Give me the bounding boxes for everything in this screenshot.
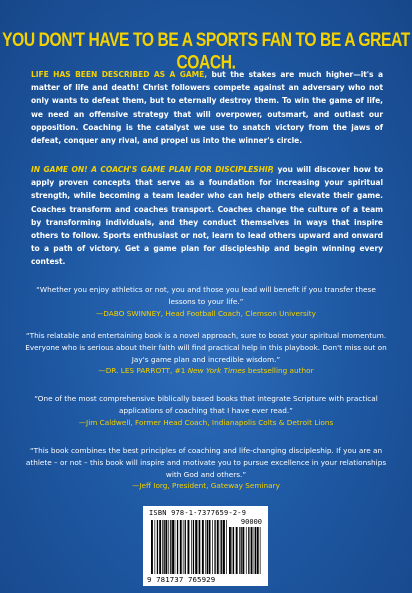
barcode-bar (223, 520, 225, 574)
barcode-bar (255, 527, 256, 574)
barcode-bar (226, 520, 227, 574)
quote-text: “This book combines the best principles of coaching and life-changing discipleship. If you are an athlete – or not – this book will inspire and motivate you to pursue excellence in your relationships with God and others.” (25, 446, 387, 479)
intro-paragraph (31, 68, 383, 147)
headline: YOU DON'T HAVE TO BE A SPORTS FAN TO BE A GREAT COACH. (2, 29, 410, 74)
barcode-bar (175, 520, 176, 574)
barcode-bar (170, 520, 171, 574)
barcode-bar (159, 520, 161, 574)
description-paragraph (31, 163, 383, 269)
quote-text: “This relatable and entertaining book is a novel approach, sure to boost your spiritual momentum. Everyone who is serious about their faith will find practical help in this playbook. Don't miss out on Jay's game plan and incredible wisdom.” (25, 331, 387, 364)
barcode-bar (164, 520, 165, 574)
barcode-bar (193, 520, 194, 574)
quote-attribution: —Jim Caldwell, Former Head Coach, Indianapolis Colts & Detroit Lions (78, 417, 334, 427)
barcode-bar (185, 520, 186, 574)
barcode-bar (180, 520, 182, 574)
endorsement-quote (24, 393, 388, 428)
barcode-bar (168, 520, 169, 574)
barcode-bar (183, 520, 184, 574)
barcode-bar (155, 520, 156, 574)
barcode-bar (212, 520, 213, 574)
barcode-bar (246, 527, 247, 574)
barcode-bar (236, 527, 238, 574)
barcode-bar (172, 520, 174, 574)
barcode-bar (195, 520, 197, 574)
isbn-barcode (143, 506, 268, 586)
barcode-bar (151, 520, 153, 574)
barcode-bar (162, 520, 163, 574)
endorsement-quote (24, 330, 388, 377)
barcode-bar (257, 527, 259, 574)
barcode-bar (229, 527, 231, 574)
quote-text: “Whether you enjoy athletics or not, you and those you lead will benefit if you transfer these lessons to your life.” (36, 285, 376, 306)
endorsement-quote (24, 284, 388, 319)
endorsement-quote (24, 445, 388, 492)
isbn-label: ISBN 978-1-7377659-2-9 (149, 509, 247, 517)
barcode-bar (217, 520, 219, 574)
barcode-number: 9 781737 765929 (147, 575, 216, 584)
barcode-bar (165, 520, 167, 574)
barcode-bar (202, 520, 204, 574)
barcode-bar (248, 527, 249, 574)
quote-text: “One of the most comprehensive biblically based books that integrate Scripture with practical applications of coaching that I have ever read.” (34, 394, 378, 415)
intro-body: but the stakes are much higher—it's a matter of life and death! Christ followers compete against an adversary who not only wants to defeat them, but to eternally destroy them. To win the game of life, we need an offensive strategy that will overpower, outsmart, and outlast our opposition. Coaching is the catalyst we use to snatch victory from the jaws of defeat, conquer any rival, and propel us into the winner's circle. (31, 70, 383, 146)
description-lead: IN GAME ON! A COACH'S GAME PLAN FOR DISCIPLESHIP, (31, 165, 274, 174)
intro-lead: LIFE HAS BEEN DESCRIBED AS A GAME, (31, 70, 208, 79)
barcode-bar (209, 520, 211, 574)
barcode-bar (242, 527, 244, 574)
barcode-bar (251, 527, 253, 574)
price-code: 90000 (240, 518, 262, 526)
barcode-bar (207, 520, 208, 574)
barcode-bar (205, 520, 206, 574)
barcode-bar (239, 527, 240, 574)
barcode-bar (157, 520, 158, 574)
barcode-bar (221, 520, 222, 574)
barcode-bar (241, 527, 242, 574)
quote-attribution: —DABO SWINNEY, Head Football Coach, Clemson University (96, 308, 316, 318)
barcode-bar (233, 527, 234, 574)
barcode-bar (199, 520, 200, 574)
quote-attribution: —DR. LES PARROTT, #1 New York Times bestselling author (98, 366, 314, 376)
barcode-bar (188, 520, 190, 574)
barcode-bars (151, 520, 227, 574)
barcode-bar (177, 520, 178, 574)
barcode-bar (254, 527, 255, 574)
barcode-bar (260, 527, 261, 574)
barcode-bar (220, 520, 221, 574)
barcode-bar (198, 520, 199, 574)
description-body: you will discover how to apply proven concepts that serve as a foundation for increasing your spiritual strength, while becoming a team leader who can help others elevate their game. Coaches transform and coaches transport. Coaches change the culture of a team by transforming individuals, and they conduct themselves in ways that inspire others to follow. Sports enthusiast or not, learn to lead others upward and onward to a path of victory. Get a game plan for discipleship and begin winning every contest. (31, 165, 383, 267)
barcode-bar (232, 527, 233, 574)
barcode-bar (191, 520, 192, 574)
barcode-bar (214, 520, 215, 574)
addon-barcode-bars (229, 527, 261, 574)
quote-attribution: —Jeff Iorg, President, Gateway Seminary (132, 481, 280, 491)
